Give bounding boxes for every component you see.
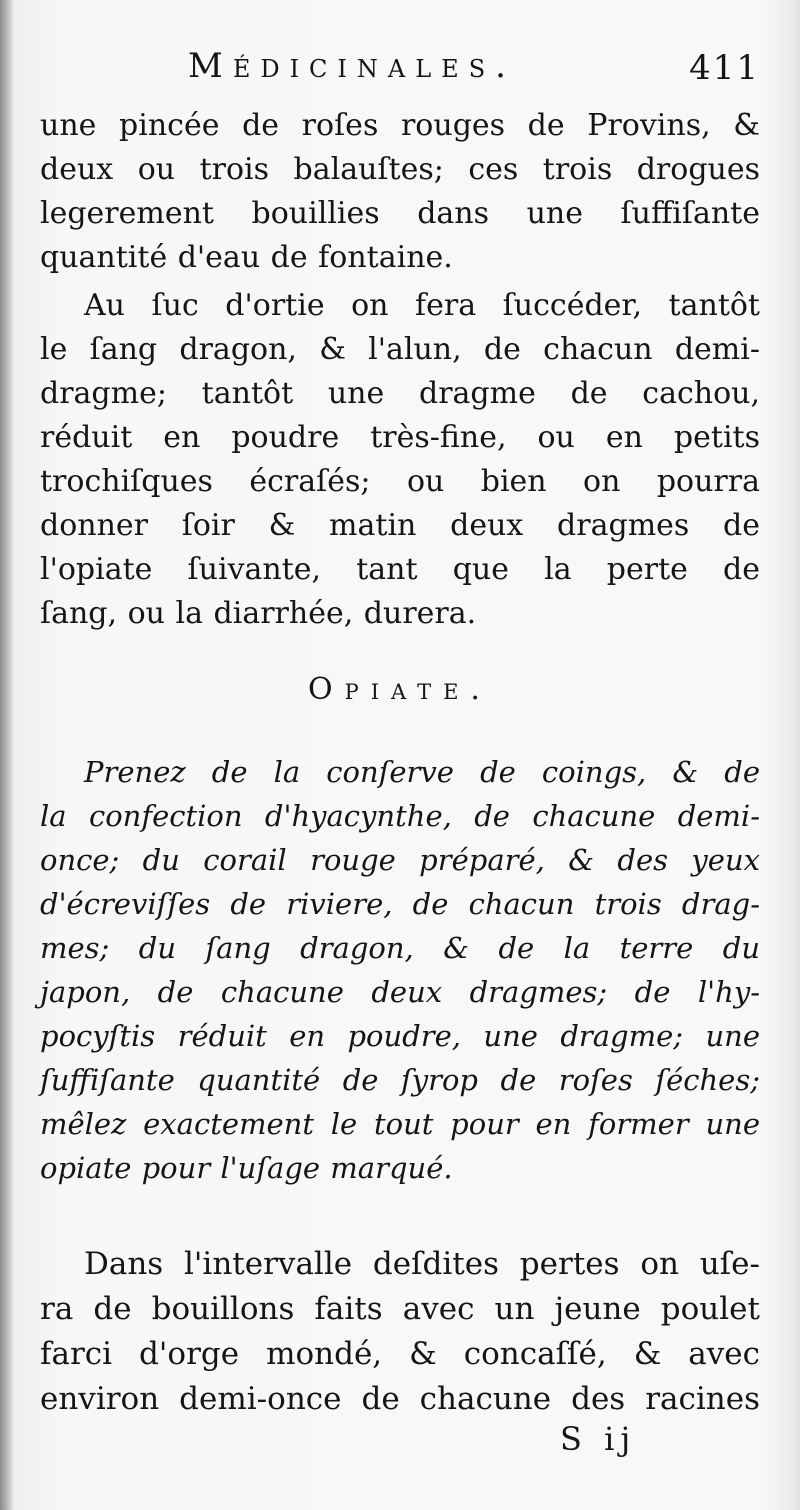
running-head-title: Médicinales.	[188, 46, 516, 86]
text-line: farci d'orge mondé, & concaſſé, & avec	[40, 1336, 760, 1372]
text-line: deux ou trois balauſtes; ces trois drogues	[40, 152, 760, 187]
text-line: mes; du ſang dragon, & de la terre du	[40, 931, 760, 965]
text-line: l'opiate ſuivante, tant que la perte de	[40, 552, 760, 587]
signature-mark: S ij	[560, 1420, 637, 1458]
text-line: une pincée de roſes rouges de Provins, &	[40, 108, 760, 143]
text-line: d'écreviſſes de riviere, de chacun trois drag-	[40, 887, 760, 921]
text-line: legerement bouillies dans une ſuffiſante	[40, 196, 760, 231]
text-line: Au ſuc d'ortie on fera ſuccéder, tantôt	[84, 288, 760, 323]
text-line: opiate pour l'uſage marqué.	[40, 1151, 453, 1185]
text-line: réduit en poudre très-fine, ou en petits	[40, 420, 760, 455]
text-line: ſang, ou la diarrhée, durera.	[40, 596, 477, 631]
text-line: ſuffiſante quantité de ſyrop de roſes ſéches;	[40, 1063, 760, 1097]
text-line: Prenez de la conſerve de coings, & de	[84, 755, 760, 789]
text-line: dragme; tantôt une dragme de cachou,	[40, 376, 760, 411]
paragraph-continuation	[40, 104, 760, 280]
text-line: donner ſoir & matin deux dragmes de	[40, 508, 760, 543]
text-line: once; du corail rouge préparé, & des yeux	[40, 843, 760, 877]
spine-shadow	[0, 0, 14, 1510]
recipe-paragraph	[40, 750, 760, 1190]
paragraph-broths	[40, 1242, 760, 1422]
text-line: japon, de chacune deux dragmes; de l'hy-	[40, 975, 760, 1009]
text-line: quantité d'eau de fontaine.	[40, 240, 453, 275]
text-line: Dans l'intervalle deſdites pertes on uſe-	[84, 1246, 760, 1282]
text-line: le ſang dragon, & l'alun, de chacun demi-	[40, 332, 760, 367]
page-number: 411	[689, 48, 760, 88]
text-line: ra de bouillons faits avec un jeune poulet	[40, 1291, 760, 1327]
text-line: la confection d'hyacynthe, de chacune demi-	[40, 799, 760, 833]
text-line: pocyſtis réduit en poudre, une dragme; une	[40, 1019, 760, 1053]
text-line: mêlez exactement le tout pour en former une	[40, 1107, 760, 1141]
running-head	[40, 46, 760, 106]
paragraph-nettle-juice	[40, 284, 760, 636]
text-line: environ demi-once de chacune des racines	[40, 1381, 760, 1417]
text-line: trochiſques écraſés; ou bien on pourra	[40, 464, 760, 499]
section-title: Opiate.	[308, 672, 492, 707]
